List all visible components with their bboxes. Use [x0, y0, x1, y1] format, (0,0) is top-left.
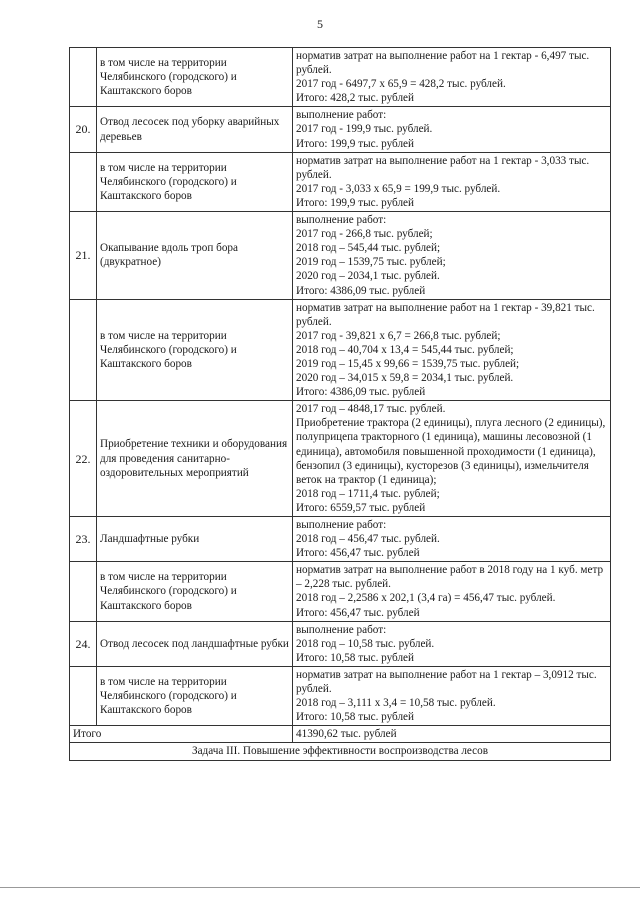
cost-line: 2018 год – 10,58 тыс. рублей. — [296, 637, 435, 650]
program-measures-table — [69, 47, 611, 761]
row-number — [70, 299, 97, 401]
cost-line: Итого: 456,47 тыс. рублей — [296, 547, 420, 560]
cost-line: Итого: 199,9 тыс. рублей — [296, 196, 414, 209]
row-number: 21. — [70, 212, 97, 300]
table-row — [70, 666, 611, 725]
cost-line: 2017 год - 6497,7 х 65,9 = 428,2 тыс. рублей. — [296, 78, 506, 91]
cost-line: 2017 год - 3,033 х 65,9 = 199,9 тыс. рублей. — [296, 182, 501, 195]
cost-line: Итого: 428,2 тыс. рублей — [296, 92, 414, 105]
measure-cost-details — [293, 666, 611, 725]
measure-name: в том числе на территории Челябинского (городского) и Каштакского боров — [97, 562, 293, 621]
cost-line: 2019 год – 15,45 х 99,66 = 1539,75 тыс. рублей; — [296, 357, 520, 370]
cost-line: Итого: 4386,09 тыс. рублей — [296, 386, 426, 399]
cost-line: Приобретение трактора (2 единицы), плуга лесного (2 единицы), полуприцепа тракторного (1 единица), машины лесовозной (1 единица), автомобиля повышенной проходимости (1 единица), бензопил (3 единицы), кусторезов (3 единицы), измельчителя веток на трактор (1 единица); — [296, 417, 606, 486]
measure-name: в том числе на территории Челябинского (городского) и Каштакского боров — [97, 48, 293, 107]
cost-line: Итого: 199,9 тыс. рублей — [296, 137, 414, 150]
cost-line: 2018 год – 545,44 тыс. рублей; — [296, 242, 441, 255]
cost-line: выполнение работ: — [296, 214, 387, 227]
measure-cost-details — [293, 562, 611, 621]
row-number: 23. — [70, 517, 97, 562]
measure-name: Окапывание вдоль троп бора (двукратное) — [97, 212, 293, 300]
page-bottom-rule — [0, 887, 640, 888]
cost-line: 2019 год – 1539,75 тыс. рублей; — [296, 256, 446, 269]
measure-cost-details — [293, 212, 611, 300]
cost-line: 2017 год – 4848,17 тыс. рублей. — [296, 403, 446, 416]
cost-line: 2018 год – 3,111 х 3,4 = 10,58 тыс. рублей. — [296, 697, 496, 710]
cost-line: выполнение работ: — [296, 519, 387, 531]
table-row — [70, 562, 611, 621]
table-row — [70, 48, 611, 107]
table-row — [70, 401, 611, 517]
measure-name: Отвод лесосек под уборку аварийных деревьев — [97, 107, 293, 152]
cost-line: 2017 год - 39,821 х 6,7 = 266,8 тыс. рублей; — [296, 329, 501, 342]
row-number — [70, 152, 97, 211]
row-number — [70, 562, 97, 621]
cost-line: Итого: 10,58 тыс. рублей — [296, 711, 414, 724]
cost-line: 2017 год - 199,9 тыс. рублей. — [296, 123, 433, 136]
cost-line: выполнение работ: — [296, 109, 387, 122]
measure-cost-details — [293, 517, 611, 562]
measure-name: в том числе на территории Челябинского (городского) и Каштакского боров — [97, 666, 293, 725]
cost-line: норматив затрат на выполнение работ на 1 гектар - 3,033 тыс. рублей. — [296, 154, 590, 181]
table-row — [70, 517, 611, 562]
measure-name: в том числе на территории Челябинского (городского) и Каштакского боров — [97, 152, 293, 211]
cost-line: норматив затрат на выполнение работ на 1 гектар – 3,0912 тыс. рублей. — [296, 668, 597, 696]
cost-line: 2017 год - 266,8 тыс. рублей; — [296, 228, 433, 241]
table-row — [70, 299, 611, 401]
cost-line: 2018 год – 2,2586 х 202,1 (3,4 га) = 456,47 тыс. рублей. — [296, 592, 556, 605]
cost-line: 2020 год – 34,015 х 59,8 = 2034,1 тыс. рублей. — [296, 372, 514, 385]
total-value: 41390,62 тыс. рублей — [293, 726, 611, 743]
page-number: 5 — [317, 17, 323, 31]
measure-cost-details — [293, 48, 611, 107]
row-number — [70, 666, 97, 725]
measure-name: Отвод лесосек под ландшафтные рубки — [97, 621, 293, 666]
cost-line: 2018 год – 456,47 тыс. рублей. — [296, 533, 440, 546]
cost-line: выполнение работ: — [296, 623, 387, 636]
total-label: Итого — [70, 726, 293, 743]
measure-cost-details — [293, 401, 611, 517]
cost-line: 2020 год – 2034,1 тыс. рублей. — [296, 270, 440, 283]
row-number: 24. — [70, 621, 97, 666]
cost-line: Итого: 6559,57 тыс. рублей — [296, 501, 426, 514]
row-number: 22. — [70, 401, 97, 517]
cost-line: норматив затрат на выполнение работ в 2018 году на 1 куб. метр – 2,228 тыс. рублей. — [296, 564, 604, 591]
measure-cost-details — [293, 299, 611, 401]
table-row — [70, 107, 611, 152]
table-row — [70, 212, 611, 300]
cost-line: Итого: 10,58 тыс. рублей — [296, 651, 414, 664]
cost-line: 2018 год – 1711,4 тыс. рублей; — [296, 487, 440, 500]
cost-line: норматив затрат на выполнение работ на 1 гектар - 39,821 тыс. рублей. — [296, 301, 595, 328]
row-number — [70, 48, 97, 107]
measure-name: в том числе на территории Челябинского (городского) и Каштакского боров — [97, 299, 293, 401]
task-heading: Задача III. Повышение эффективности воспроизводства лесов — [70, 743, 611, 760]
total-row — [70, 726, 611, 743]
row-number: 20. — [70, 107, 97, 152]
cost-line: 2018 год – 40,704 х 13,4 = 545,44 тыс. рублей; — [296, 343, 514, 356]
task-heading-row — [70, 743, 611, 760]
cost-line: Итого: 456,47 тыс. рублей — [296, 606, 420, 619]
measure-name: Ландшафтные рубки — [97, 517, 293, 562]
measure-cost-details — [293, 621, 611, 666]
table-row — [70, 152, 611, 211]
table-row — [70, 621, 611, 666]
cost-line: норматив затрат на выполнение работ на 1 гектар - 6,497 тыс. рублей. — [296, 50, 590, 77]
measure-cost-details — [293, 107, 611, 152]
measure-name: Приобретение техники и оборудования для проведения санитарно-оздоровительных мероприятий — [97, 401, 293, 517]
cost-line: Итого: 4386,09 тыс. рублей — [296, 284, 426, 297]
measure-cost-details — [293, 152, 611, 211]
